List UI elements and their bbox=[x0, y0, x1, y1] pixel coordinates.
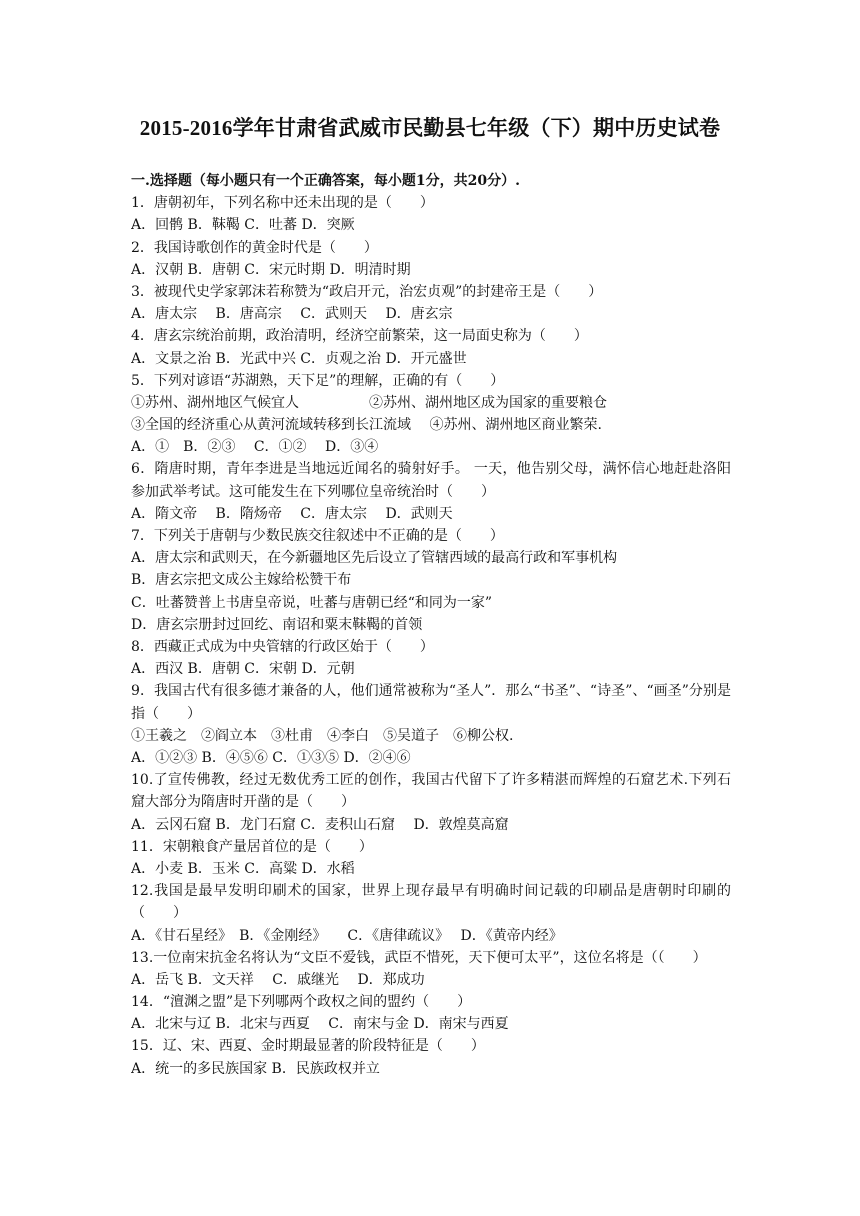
options-13: A．岳飞 B．文天祥 C．戚继光 D．郑成功 bbox=[131, 971, 425, 988]
question-2: 2．我国诗歌创作的黄金时代是（ ） bbox=[131, 239, 378, 256]
statements-9: ①王羲之 ②阎立本 ③杜甫 ④李白 ⑤吴道子 ⑥柳公权. bbox=[131, 727, 514, 744]
options-9: A．①②③ B．④⑤⑥ C．①③⑤ D．②④⑥ bbox=[131, 749, 411, 766]
section-heading: 一.选择题（每小题只有一个正确答案，每小题1分，共20分）. bbox=[131, 173, 520, 189]
option-7d: D．唐玄宗册封过回纥、南诏和粟末靺鞨的首领 bbox=[131, 616, 423, 633]
options-14: A．北宋与辽 B．北宋与西夏 C．南宋与金 D．南宋与西夏 bbox=[131, 1016, 509, 1033]
question-12: 12.我国是最早发明印刷术的国家，世界上现存最早有明确时间记载的印刷品是唐朝时印刷的（ ） bbox=[131, 883, 731, 922]
question-15: 15．辽、宋、西夏、金时期最显著的阶段特征是（ ） bbox=[131, 1038, 485, 1055]
question-14: 14．“澶渊之盟”是下列哪两个政权之间的盟约（ ） bbox=[131, 994, 472, 1011]
options-2: A．汉朝 B．唐朝 C．宋元时期 D．明清时期 bbox=[131, 261, 411, 278]
question-5: 5．下列对谚语“苏湖熟，天下足”的理解，正确的有（ ） bbox=[131, 372, 505, 389]
question-1: 1．唐朝初年，下列名称中还未出现的是（ ） bbox=[131, 195, 434, 212]
question-3: 3．被现代史学家郭沫若称赞为“政启开元，治宏贞观”的封建帝王是（ ） bbox=[131, 283, 603, 300]
question-9: 9．我国古代有很多德才兼备的人，他们通常被称为“圣人”．那么“书圣”、“诗圣”、“画圣”分别是指（ ） bbox=[131, 683, 731, 722]
options-10: A．云冈石窟 B．龙门石窟 C．麦积山石窟 D．敦煌莫高窟 bbox=[131, 816, 509, 833]
option-7b: B．唐玄宗把文成公主嫁给松赞干布 bbox=[131, 572, 352, 589]
question-7: 7．下列关于唐朝与少数民族交往叙述中不正确的是（ ） bbox=[131, 528, 504, 545]
options-5: A．① B．②③ C．①② D．③④ bbox=[131, 439, 379, 456]
options-3: A．唐太宗 B．唐高宗 C．武则天 D．唐玄宗 bbox=[131, 306, 453, 323]
page-title: 2015-2016学年甘肃省武威市民勤县七年级（下）期中历史试卷 bbox=[139, 116, 721, 140]
question-13: 13.一位南宋抗金名将认为“文臣不爱钱，武臣不惜死，天下便可太平”，这位名将是（（ ） bbox=[131, 949, 707, 966]
option-7c: C．吐蕃赞普上书唐皇帝说，吐蕃与唐朝已经“和同为一家” bbox=[131, 594, 493, 611]
options-6: A．隋文帝 B．隋炀帝 C．唐太宗 D．武则天 bbox=[131, 505, 453, 522]
statements-5b: ③全国的经济重心从黄河流域转移到长江流域 ④苏州、湖州地区商业繁荣. bbox=[131, 417, 602, 434]
options-11: A．小麦 B．玉米 C．高粱 D．水稻 bbox=[131, 860, 355, 877]
options-4: A．文景之治 B．光武中兴 C．贞观之治 D．开元盛世 bbox=[131, 350, 467, 367]
options-15: A．统一的多民族国家 B．民族政权并立 bbox=[131, 1060, 380, 1077]
option-7a: A．唐太宗和武则天，在今新疆地区先后设立了管辖西域的最高行政和军事机构 bbox=[131, 550, 618, 567]
statements-5a: ①苏州、湖州地区气候宜人 ②苏州、湖州地区成为国家的重要粮仓 bbox=[131, 394, 607, 411]
options-8: A．西汉 B．唐朝 C．宋朝 D．元朝 bbox=[131, 661, 355, 678]
question-10: 10.了宣传佛教，经过无数优秀工匠的创作，我国古代留下了许多精湛而辉煌的石窟艺术.下列石窟大部分为隋唐时开凿的是（ ） bbox=[131, 772, 731, 811]
options-1: A．回鹘 B．靺鞨 C．吐蕃 D．突厥 bbox=[131, 217, 355, 234]
question-8: 8．西藏正式成为中央管辖的行政区始于（ ） bbox=[131, 638, 434, 655]
question-4: 4．唐玄宗统治前期，政治清明，经济空前繁荣，这一局面史称为（ ） bbox=[131, 328, 588, 345]
question-list bbox=[131, 170, 731, 1080]
options-12: A．《甘石星经》 B．《金刚经》 C．《唐律疏议》 D．《黄帝内经》 bbox=[131, 927, 563, 944]
question-6: 6．隋唐时期，青年李进是当地远近闻名的骑射好手。 一天，他告别父母，满怀信心地赶赴洛阳参加武举考试。这可能发生在下列哪位皇帝统治时（ ） bbox=[131, 461, 731, 500]
question-11: 11．宋朝粮食产量居首位的是（ ） bbox=[131, 838, 373, 855]
